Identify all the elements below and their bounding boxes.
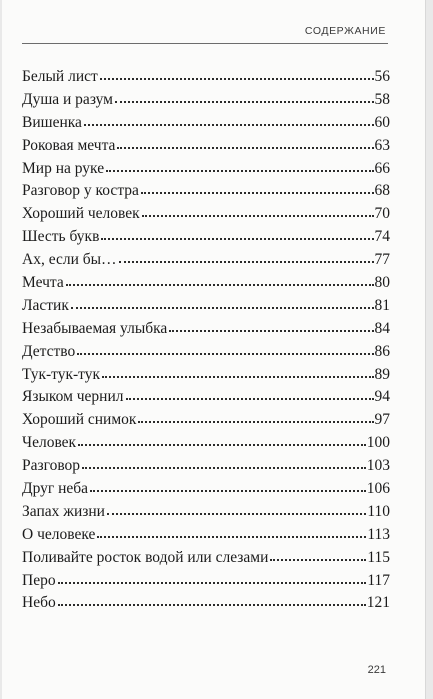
toc-entry-title: Друг неба: [22, 480, 89, 498]
toc-entry-page: 66: [374, 159, 390, 177]
toc-entry-page: 115: [367, 548, 390, 566]
book-page: [2, 0, 426, 699]
toc-entry-title: Детство: [22, 342, 76, 360]
toc-dot-leader: [97, 532, 366, 538]
toc-entry[interactable]: [22, 570, 390, 593]
toc-dot-leader: [58, 600, 366, 606]
toc-entry-title: Поливайте росток водой или слезами: [22, 548, 269, 566]
toc-entry[interactable]: [22, 226, 390, 249]
toc-dot-leader: [102, 372, 374, 378]
toc-entry-page: 74: [374, 228, 390, 246]
toc-dot-leader: [84, 120, 374, 126]
toc-entry-title: О человеке: [22, 525, 96, 543]
toc-entry[interactable]: [22, 295, 390, 318]
toc-entry-page: 97: [374, 411, 390, 429]
toc-dot-leader: [66, 280, 374, 286]
toc-entry-title: Белый лист: [22, 68, 98, 85]
toc-entry-title: Разговор у костра: [22, 182, 139, 200]
toc-entry-title: Хороший снимок: [22, 411, 137, 429]
toc-dot-leader: [90, 486, 366, 492]
toc-dot-leader: [106, 166, 373, 172]
page-number: 221: [367, 664, 386, 676]
toc-entry[interactable]: [22, 158, 390, 181]
header-rule: [22, 43, 388, 44]
toc-dot-leader: [100, 74, 374, 80]
toc-entry[interactable]: [22, 341, 390, 364]
toc-dot-leader: [141, 188, 374, 194]
toc-entry-title: Человек: [22, 434, 77, 452]
toc-entry[interactable]: [22, 455, 390, 478]
toc-entry-title: Мир на руке: [22, 159, 105, 177]
toc-entry[interactable]: [22, 364, 390, 387]
toc-entry-title: Хороший человек: [22, 205, 140, 223]
toc-dot-leader: [126, 394, 374, 400]
toc-entry[interactable]: [22, 592, 390, 615]
toc-entry-page: 80: [374, 274, 390, 292]
toc-entry-page: 63: [374, 136, 390, 154]
toc-entry-page: 113: [367, 525, 390, 543]
toc-dot-leader: [107, 509, 366, 515]
toc-entry-page: 89: [374, 365, 390, 383]
toc-dot-leader: [78, 440, 366, 446]
toc-entry[interactable]: [22, 478, 390, 501]
toc-entry-title: Вишенка: [22, 113, 82, 131]
toc-entry[interactable]: [22, 89, 390, 112]
toc-entry-title: Перо: [22, 571, 56, 589]
toc-entry-page: 68: [374, 182, 390, 200]
toc-entry-page: 86: [374, 342, 390, 360]
toc-entry-title: Запах жизни: [22, 502, 105, 520]
toc-entry-title: Языком чернил: [22, 388, 124, 406]
toc-dot-leader: [82, 463, 366, 469]
toc-entry[interactable]: [22, 386, 390, 409]
toc-dot-leader: [142, 211, 374, 217]
toc-dot-leader: [169, 326, 373, 332]
toc-entry-page: 110: [367, 502, 390, 520]
toc-entry[interactable]: [22, 409, 390, 432]
toc-entry-page: 56: [374, 68, 390, 85]
toc-entry[interactable]: [22, 249, 390, 272]
toc-entry-title: Разговор: [22, 457, 81, 475]
toc-entry-page: 77: [374, 251, 390, 269]
toc-entry[interactable]: [22, 432, 390, 455]
toc-entry-page: 70: [374, 205, 390, 223]
toc-entry[interactable]: [22, 66, 390, 89]
toc-entry[interactable]: [22, 501, 390, 524]
table-of-contents: [22, 66, 390, 615]
toc-entry[interactable]: [22, 318, 390, 341]
toc-dot-leader: [58, 578, 367, 584]
toc-dot-leader: [71, 303, 374, 309]
toc-entry[interactable]: [22, 203, 390, 226]
toc-entry-title: Ластик: [22, 296, 69, 314]
toc-entry[interactable]: [22, 112, 390, 135]
toc-entry-title: Ах, если бы…: [22, 251, 117, 269]
toc-entry[interactable]: [22, 135, 390, 158]
toc-entry-title: Тук-тук-тук: [22, 365, 100, 383]
toc-entry-title: Мечта: [22, 274, 64, 292]
toc-entry-page: 58: [374, 90, 390, 108]
toc-dot-leader: [115, 97, 374, 103]
toc-entry-page: 100: [366, 434, 390, 452]
toc-entry[interactable]: [22, 547, 390, 570]
toc-entry-page: 60: [374, 113, 390, 131]
toc-entry[interactable]: [22, 180, 390, 203]
toc-entry-page: 94: [374, 388, 390, 406]
running-head: СОДЕРЖАНИЕ: [304, 25, 386, 37]
toc-entry-title: Небо: [22, 594, 56, 612]
toc-entry-page: 106: [366, 480, 390, 498]
toc-dot-leader: [270, 555, 366, 561]
toc-entry[interactable]: [22, 272, 390, 295]
toc-entry-page: 117: [367, 571, 390, 589]
toc-entry-page: 81: [374, 296, 390, 314]
toc-entry-title: Душа и разум: [22, 90, 113, 108]
toc-entry-title: Роковая мечта: [22, 136, 116, 154]
toc-dot-leader: [138, 417, 373, 423]
toc-entry-page: 84: [374, 319, 390, 337]
toc-dot-leader: [77, 349, 373, 355]
toc-entry-page: 103: [366, 457, 390, 475]
toc-entry-title: Незабываемая улыбка: [22, 319, 168, 337]
toc-dot-leader: [117, 143, 373, 149]
toc-entry-page: 121: [366, 594, 390, 612]
toc-dot-leader: [101, 234, 373, 240]
toc-entry[interactable]: [22, 524, 390, 547]
toc-dot-leader: [119, 257, 374, 263]
toc-entry-title: Шесть букв: [22, 228, 100, 246]
